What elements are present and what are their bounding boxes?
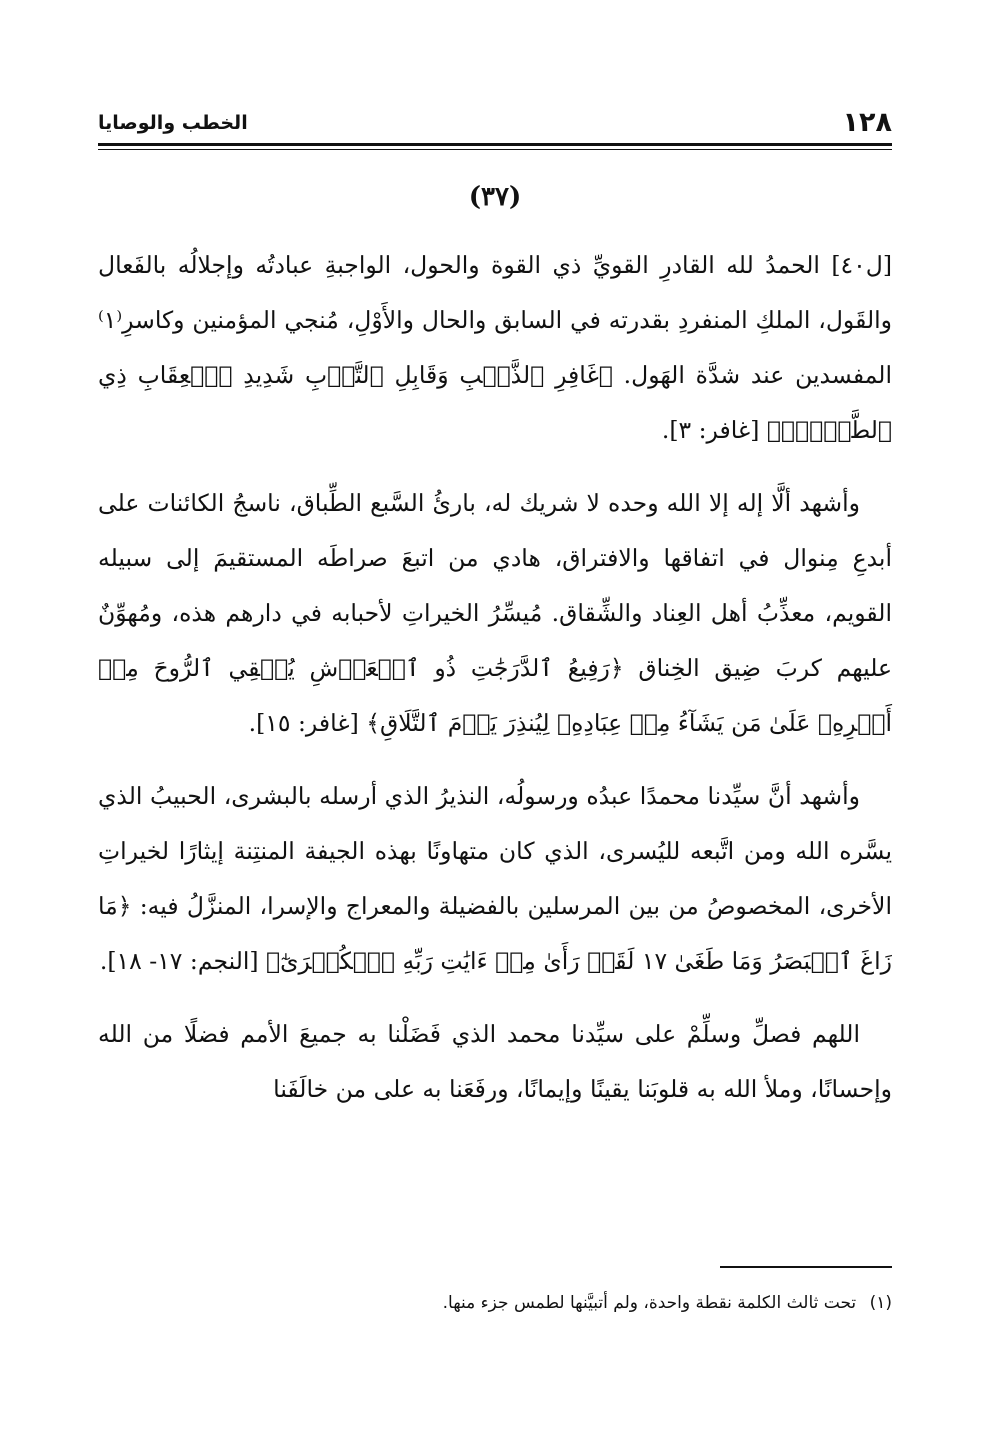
page-number: ١٢٨	[842, 107, 892, 138]
paragraph-4: اللهم فصلِّ وسلِّمْ على سيِّدنا محمد الذي فَضَلْنا به جميعَ الأمم فضلًا من الله وإحسانًا، وملأ الله به قلوبَنا يقينًا وإيمانًا، ورفَعَنا به على من خالَفَنا	[98, 1020, 892, 1103]
running-title: الخطب والوصايا	[98, 112, 248, 134]
header-rule-thin	[98, 149, 892, 150]
header-rule-thick	[98, 143, 892, 146]
body-text	[98, 238, 892, 1135]
footnote-text: تحت ثالث الكلمة نقطة واحدة، ولم أتبيَّنها لطمس جزء منها.	[442, 1293, 857, 1313]
paragraph-2: وأشهد ألَّا إله إلا الله وحده لا شريك له، بارئُ السَّبع الطِّباق، ناسجُ الكائنات على أبدعِ مِنوال في اتفاقها والافتراق، هادي من اتبعَ صراطَه المستقيمَ إلى سبيله القويم، معذِّبُ أهل العِناد والشِّقاق. مُيسِّرُ الخيراتِ لأحبابه في دارهم هذه، ومُهوِّنٌ عليهم كربَ ضِيق الخِناق ﴿رَفِيعُ ٱلدَّرَجَٰتِ ذُو ٱلۡعَرۡشِ يُلۡقِي ٱلرُّوحَ مِنۡ أَمۡرِهِۦ عَلَىٰ مَن يَشَآءُ مِنۡ عِبَادِهِۦ لِيُنذِرَ يَوۡمَ ٱلتَّلَاقِ﴾ [غافر: ١٥].	[98, 489, 892, 737]
paragraph-1: [ل٤٠] الحمدُ لله القادرِ القويِّ ذي القوة والحول، الواجبةِ عبادتُه وإجلالُه بالفَعال والقَول، الملكِ المنفردِ بقدرته في السابق والحال والأَوْلِ، مُنجي المؤمنين وكاسرِ⁽١⁾ المفسدين عند شدَّة الهَول. ﴿غَافِرِ ٱلذَّنۢبِ وَقَابِلِ ٱلتَّوۡبِ شَدِيدِ ٱلۡعِقَابِ ذِي ٱلطَّوۡلِۖ﴾ [غافر: ٣].	[98, 251, 892, 444]
footnote-separator	[720, 1266, 892, 1268]
paragraph-3: وأشهد أنَّ سيِّدنا محمدًا عبدُه ورسولُه، النذيرُ الذي أرسله بالبشرى، الحبيبُ الذي يسَّره الله ومن اتَّبعه لليُسرى، الذي كان متهاونًا بهذه الجيفة المنتِنة إيثارًا لخيراتِ الأخرى، المخصوصُ من بين المرسلين بالفضيلة والمعراج والإسرا، المنزَّلُ فيه: ﴿مَا زَاغَ ٱلۡبَصَرُ وَمَا طَغَىٰ ١٧ لَقَدۡ رَأَىٰ مِنۡ ءَايَٰتِ رَبِّهِ ٱلۡكُبۡرَىٰٓ﴾ [النجم: ١٧- ١٨].	[98, 782, 892, 975]
page-header	[98, 100, 892, 140]
footnote-marker: (١)	[869, 1293, 892, 1313]
footnote	[98, 1288, 892, 1318]
section-number: (٣٧)	[468, 182, 522, 212]
